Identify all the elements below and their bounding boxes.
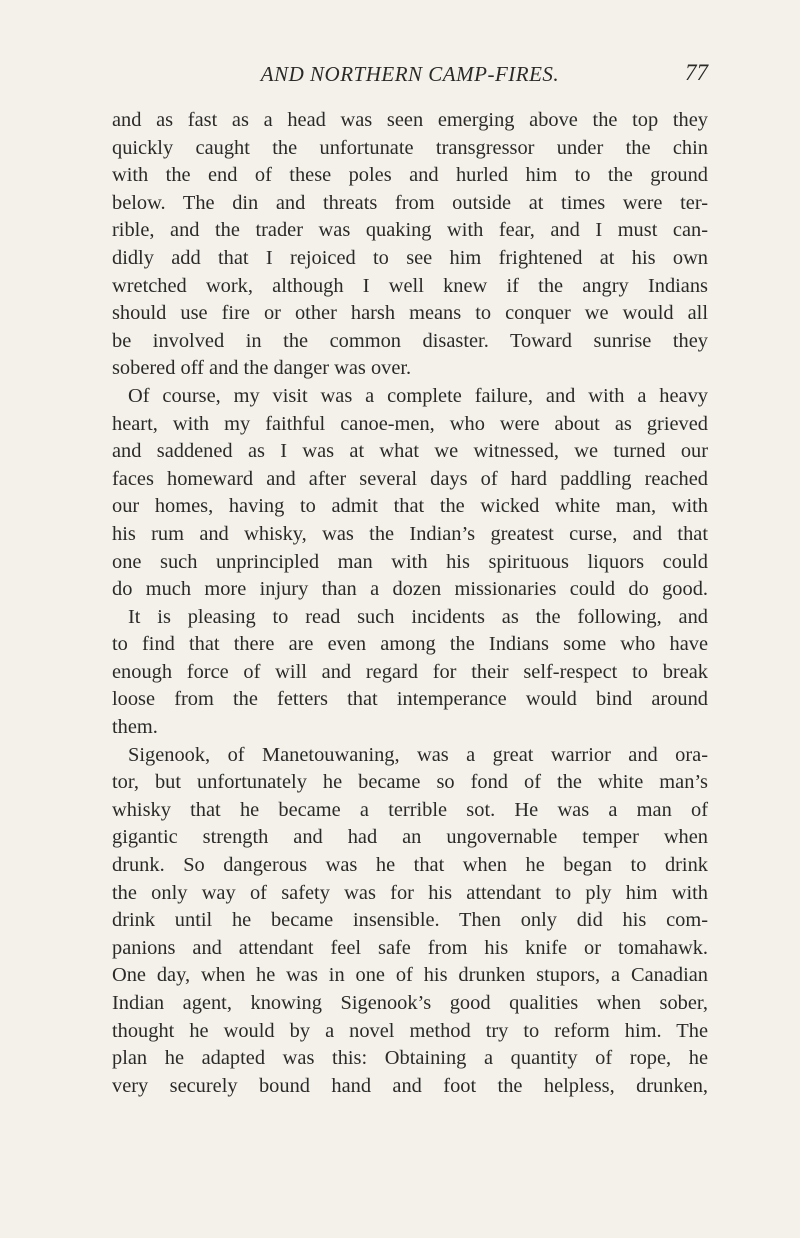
text-line: one such unprincipled man with his spirituous liquors could	[112, 550, 708, 573]
text-line: One day, when he was in one of his drunken stupors, a Canadian	[112, 964, 708, 987]
text-line: didly add that I rejoiced to see him frightened at his own	[112, 246, 708, 269]
text-line: Indian agent, knowing Sigenook’s good qualities when sober,	[112, 992, 708, 1014]
text-line: his rum and whisky, was the Indian’s greatest curse, and that	[112, 522, 708, 545]
text-line: to find that there are even among the Indians some who have	[112, 633, 708, 656]
text-line: drink until he became insensible. Then only did his com-	[112, 909, 708, 932]
text-line: tor, but unfortunately he became so fond of the white man’s	[112, 771, 708, 794]
text-line: gigantic strength and had an ungovernable temper when	[112, 826, 708, 849]
text-line: should use fire or other harsh means to conquer we would all	[112, 302, 708, 325]
text-line: very securely bound hand and foot the helpless, drunken,	[112, 1074, 708, 1097]
text-line: and saddened as I was at what we witnessed, we turned our	[112, 440, 708, 463]
text-line: Of course, my visit was a complete failure, and with a heavy	[128, 384, 708, 407]
text-line: loose from the fetters that intemperance would bind around	[112, 688, 708, 711]
text-line: quickly caught the unfortunate transgressor under the chin	[112, 136, 708, 159]
text-line: thought he would by a novel method try to reform him. The	[112, 1019, 708, 1042]
text-line: Sigenook, of Manetouwaning, was a great warrior and ora-	[128, 743, 708, 766]
text-line: It is pleasing to read such incidents as the following, and	[128, 605, 708, 628]
text-line: do much more injury than a dozen missionaries could do good.	[112, 578, 708, 601]
text-line: them.	[112, 716, 158, 739]
text-line: the only way of safety was for his attendant to ply him with	[112, 881, 708, 904]
text-line: heart, with my faithful canoe-men, who were about as grieved	[112, 412, 708, 435]
text-line: with the end of these poles and hurled him to the ground	[112, 164, 708, 187]
text-line: panions and attendant feel safe from his knife or tomahawk.	[112, 936, 708, 959]
body-text	[112, 107, 708, 1100]
text-line: sobered off and the danger was over.	[112, 357, 412, 380]
text-line: plan he adapted was this: Obtaining a quantity of rope, he	[112, 1047, 708, 1070]
text-line: rible, and the trader was quaking with fear, and I must can-	[112, 219, 708, 242]
text-line: whisky that he became a terrible sot. He was a man of	[112, 798, 708, 821]
text-line: and as fast as a head was seen emerging above the top they	[112, 109, 708, 131]
text-line: be involved in the common disaster. Toward sunrise they	[112, 329, 708, 352]
text-line: our homes, having to admit that the wicked white man, with	[112, 495, 708, 518]
text-line: wretched work, although I well knew if the angry Indians	[112, 274, 708, 297]
text-line: below. The din and threats from outside at times were ter-	[112, 191, 708, 214]
running-head	[112, 62, 708, 92]
text-line: drunk. So dangerous was he that when he began to drink	[112, 854, 708, 877]
text-line: faces homeward and after several days of hard paddling reached	[112, 467, 708, 490]
text-line: enough force of will and regard for their self-respect to break	[112, 660, 708, 683]
page-number: 77	[685, 60, 708, 85]
running-title: AND NORTHERN CAMP-FIRES.	[260, 62, 560, 86]
